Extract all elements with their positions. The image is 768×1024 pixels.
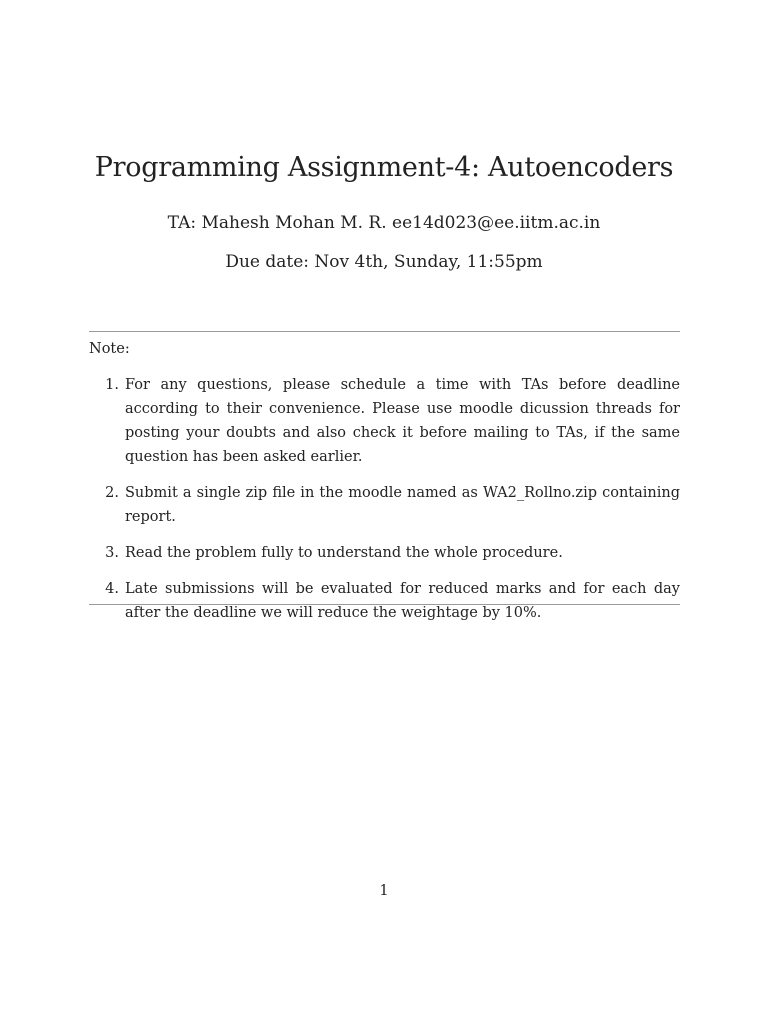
note-item <box>89 577 680 625</box>
bottom-divider <box>89 604 680 605</box>
note-item-text: For any questions, please schedule a time with TAs before deadline according to their convenience. Please use moodle dicussion threads for posting your doubts and also check it before mailing to TAs, if the same question has been asked earlier. <box>125 377 680 465</box>
note-item-text: Submit a single zip file in the moodle named as WA2_Rollno.zip containing report. <box>125 485 680 525</box>
note-item <box>89 373 680 469</box>
note-item-number: 4. <box>105 581 119 597</box>
note-item-number: 2. <box>105 485 119 501</box>
note-item-text: Late submissions will be evaluated for reduced marks and for each day after the deadline we will reduce the weightage by 10%. <box>125 581 680 621</box>
note-item <box>89 481 680 529</box>
note-label: Note: <box>89 341 130 357</box>
document-title: Programming Assignment-4: Autoencoders <box>94 152 674 183</box>
note-list <box>89 373 680 637</box>
ta-contact-line: TA: Mahesh Mohan M. R. ee14d023@ee.iitm.ac.in <box>167 213 601 233</box>
note-item-text: Read the problem fully to understand the whole procedure. <box>125 545 563 561</box>
due-date-line: Due date: Nov 4th, Sunday, 11:55pm <box>225 252 543 272</box>
note-item-number: 1. <box>105 377 119 393</box>
page-number: 1 <box>379 883 389 899</box>
note-item-number: 3. <box>105 545 119 561</box>
note-item <box>89 541 680 565</box>
top-divider <box>89 331 680 332</box>
